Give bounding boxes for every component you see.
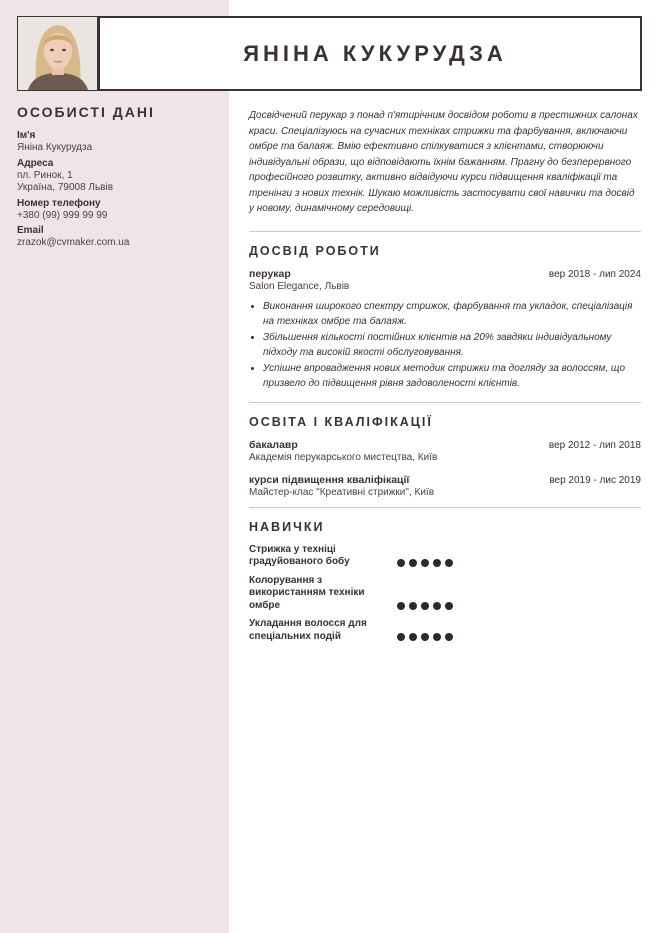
education-title: бакалавр — [249, 438, 298, 451]
job-entry — [249, 268, 641, 392]
list-item: • Збільшення кількості постійних клієнтів на 20% завдяки індивідуальному підходу та високій якості обслуговування. — [263, 330, 641, 361]
job-header — [249, 268, 641, 281]
skill-name: Укладання волосся для спеціальних подій — [249, 618, 367, 642]
skill-rating — [397, 602, 453, 612]
job-bullets — [249, 299, 641, 392]
education-institution: Академія перукарського мистецтва, Київ — [249, 451, 438, 463]
field-value: пл. Ринок, 1 — [17, 169, 73, 181]
divider — [249, 402, 641, 403]
field-value: Україна, 79008 Львів — [17, 182, 114, 193]
rating-dot — [433, 602, 441, 610]
job-title: перукар — [249, 267, 291, 280]
education-heading: ОСВІТА І КВАЛІФІКАЦІЇ — [249, 414, 433, 429]
field-value: zrazok@cvmaker.com.ua — [17, 237, 130, 248]
rating-dot — [445, 559, 453, 567]
skill-rating — [397, 633, 453, 643]
skill-name: Колорування з використанням техніки омбре — [249, 574, 365, 611]
education-header — [249, 439, 641, 452]
field-value: Яніна Кукурудза — [17, 142, 93, 153]
education-entry — [249, 474, 641, 499]
rating-dot — [445, 633, 453, 641]
portrait-image — [18, 17, 97, 90]
education-header — [249, 474, 641, 487]
rating-dot — [421, 602, 429, 610]
rating-dot — [445, 602, 453, 610]
field-label: Email — [17, 225, 44, 236]
rating-dot — [397, 559, 405, 567]
field-label: Адреса — [17, 157, 54, 169]
skill-row — [249, 575, 641, 613]
rating-dot — [409, 602, 417, 610]
personal-details — [17, 104, 217, 250]
field-phone — [17, 198, 217, 223]
skill-row — [249, 544, 641, 569]
list-item: • Виконання широкого спектру стрижок, фарбування та укладок, спеціалізація на техніках омбре та балаяж. — [263, 299, 641, 330]
list-item: • Успішне впровадження нових методик стрижки та догляду за волоссям, що призвело до підвищення рівня задоволеності клієнтів. — [263, 361, 641, 392]
skill-row — [249, 618, 641, 643]
field-email — [17, 225, 217, 250]
job-company: Salon Elegance, Львів — [249, 280, 350, 292]
main-content — [249, 108, 641, 649]
experience-heading: ДОСВІД РОБОТИ — [249, 243, 381, 258]
field-address — [17, 158, 217, 195]
rating-dot — [409, 633, 417, 641]
rating-dot — [409, 559, 417, 567]
rating-dot — [421, 559, 429, 567]
job-dates: вер 2018 - лип 2024 — [548, 268, 641, 280]
personal-heading: ОСОБИСТІ ДАНІ — [17, 104, 155, 120]
profile-photo — [17, 16, 98, 91]
rating-dot — [397, 633, 405, 641]
field-name — [17, 130, 217, 155]
rating-dot — [421, 633, 429, 641]
rating-dot — [397, 602, 405, 610]
education-dates: вер 2019 - лис 2019 — [549, 474, 641, 486]
divider — [249, 507, 641, 508]
rating-dot — [433, 633, 441, 641]
summary-text: Досвідчений перукар з понад п'ятирічним досвідом роботи в престижних салонах краси. Спеціалізуюсь на сучасних техніках стрижки та фарбування, включаючи омбре та балаяж. Вмію ефективно спілкуватися з клієнтами, створюючи індивідуальні образи, що відповідають їхнім бажанням. Прагну до безперервного професійного розвитку, активно відвідуючи курси підвищення кваліфікації та тренінги з нових технік. Шукаю можливість застосувати свої навички та досвід у новому, динамічному середовищі. — [249, 110, 638, 214]
education-title: курси підвищення кваліфікації — [249, 473, 410, 486]
field-label: Номер телефону — [17, 197, 101, 209]
education-dates: вер 2012 - лип 2018 — [548, 439, 641, 451]
field-label: Ім'я — [17, 130, 36, 141]
page-title: ЯНІНА КУКУРУДЗА — [243, 40, 507, 66]
rating-dot — [433, 559, 441, 567]
name-header — [98, 16, 642, 91]
skills-list — [249, 544, 641, 644]
education-institution: Майстер-клас "Креативні стрижки", Київ — [249, 486, 434, 498]
education-entry — [249, 439, 641, 464]
divider — [249, 231, 641, 232]
field-value: +380 (99) 999 99 99 — [17, 209, 108, 221]
skills-heading: НАВИЧКИ — [249, 519, 325, 534]
skill-name: Стрижка у техніці градуйованого бобу — [249, 543, 350, 567]
skill-rating — [397, 559, 453, 569]
